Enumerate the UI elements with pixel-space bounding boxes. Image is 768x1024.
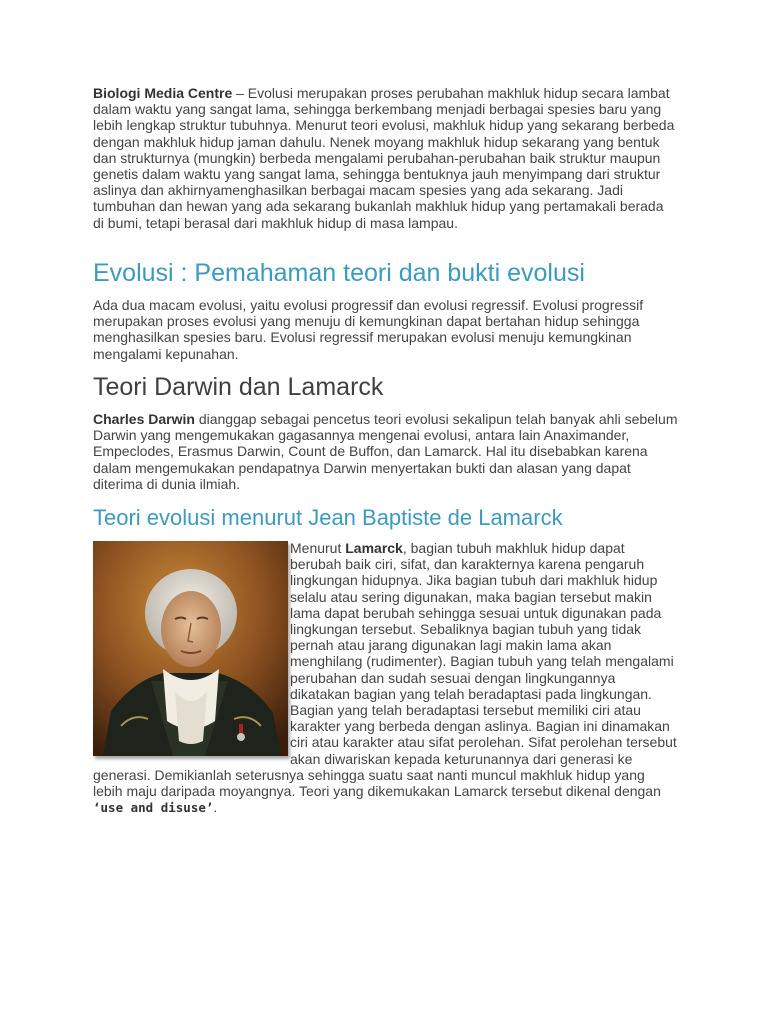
lamarck-text: , bagian tubuh makhluk hidup dapat berubah baik ciri, sifat, dan karakternya karena pengaruh lingkungan hidupnya. Jika bagian tubuh dari makhluk hidup selalu atau sering digunakan, maka bagian tersebut makin lama dapat berubah sehingga sesuai untuk digunakan pada lingkungan tersebut. Sebaliknya bagian tubuh yang tidak pernah atau jarang digunakan lagi makin lama akan menghilang (rudimenter). Bagian tubuh yang telah mengalami perubahan dan sudah sesuai dengan lingkungannya dikatakan bagian yang telah beradaptasi pada lingkungan. Bagian yang telah beradaptasi tersebut memiliki ciri atau karakter yang berbeda dengan aslinya. Bagian ini dinamakan ciri atau karakter atau sifat perolehan. Sifat perolehan tersebut akan diwariskan kepada keturunannya dari generasi ke generasi. Demikianlah seterusnya sehingga suatu saat nanti muncul makhluk hidup yang lebih maju daripada moyangnya. Teori yang dikemukakan Lamarck tersebut dikenal dengan (93, 540, 677, 800)
darwin-text: dianggap sebagai pencetus teori evolusi sekalipun telah banyak ahli sebelum Darwin yang mengemukakan gagasannya mengenai evolusi, antara lain Anaximander, Empeclodes, Erasmus Darwin, Count de Buffon, dan Lamarck. Hal itu disebabkan karena dalam mengemukakan pendapatnya Darwin menyertakan bukti dan alasan yang dapat diterima di dunia ilmiah. (93, 411, 678, 492)
heading-lamarck: Teori evolusi menurut Jean Baptiste de Lamarck (93, 505, 563, 530)
intro-bold-source: Biologi Media Centre (93, 85, 233, 101)
heading-evolusi: Evolusi : Pemahaman teori dan bukti evolusi (93, 259, 585, 287)
darwin-name: Charles Darwin (93, 411, 195, 427)
lamarck-name: Lamarck (345, 540, 403, 556)
intro-text: – Evolusi merupakan proses perubahan makhluk hidup secara lambat dalam waktu yang sangat lama, sehingga berkembang menjadi berbagai spesies baru yang lebih lengkap struktur tubuhnya. Menurut teori evolusi, makhluk hidup yang sekarang berbeda dengan makhluk hidup jaman dahulu. Nenek moyang makhluk hidup sekarang yang bentuk dan strukturnya (mungkin) berbeda mengalami perubahan-perubahan baik struktur maupun genetis dalam waktu yang sangat lama, sehingga bentuknya jauh menyimpang dari struktur aslinya dan akhirnyamenghasilkan berbagai macam spesies yang ada sekarang. Jadi tumbuhan dan hewan yang ada sekarang bukanlah makhluk hidup yang pertamakali berada di bumi, tetapi berasal dari makhluk hidup di masa lampau. (93, 85, 675, 231)
lamarck-end: . (213, 799, 218, 816)
heading-darwin-lamarck: Teori Darwin dan Lamarck (93, 373, 384, 401)
lamarck-portrait-image (93, 541, 288, 756)
evolusi-types-paragraph: Ada dua macam evolusi, yaitu evolusi progressif dan evolusi regressif. Evolusi progressif merupakan proses evolusi yang menuju di kemungkinan dapat bertahan hidup sehingga menghasilkan spesies baru. Evolusi regressif merupakan evolusi menuju kemungkinan mengalami kepunahan. (93, 297, 644, 362)
use-and-disuse-term: ‘use and disuse’ (93, 800, 214, 816)
lamarck-lead: Menurut (290, 540, 346, 556)
intro-paragraph (93, 85, 678, 231)
darwin-paragraph (93, 411, 678, 492)
lamarck-paragraph (93, 540, 678, 816)
